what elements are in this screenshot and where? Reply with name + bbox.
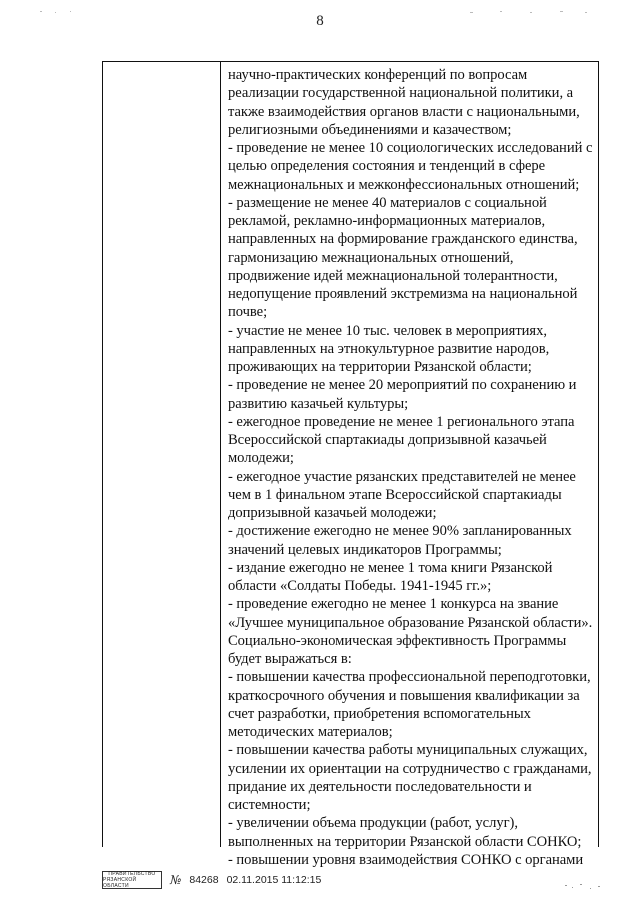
text-line: - повышении уровня взаимодействия СОНКО с органами	[228, 851, 584, 868]
text-line: значений целевых индикаторов Программы;	[228, 541, 502, 558]
table-right-cell-text	[228, 66, 600, 869]
text-line: направленных на этнокультурное развитие народов,	[228, 340, 550, 357]
text-line: продвижение идей межнациональной толерантности,	[228, 267, 558, 284]
text-line: межнациональных и межконфессиональных отношений;	[228, 176, 580, 193]
text-line: краткосрочного обучения и повышения квалификации за	[228, 687, 580, 704]
document-datetime: 02.11.2015 11:12:15	[226, 874, 322, 886]
text-line: выполненных на территории Рязанской области СОНКО;	[228, 833, 582, 850]
text-line: - размещение не менее 40 материалов с социальной	[228, 194, 547, 211]
text-line: реализации государственной национальной политики, а	[228, 85, 574, 102]
text-line: - повышении качества профессиональной переподготовки,	[228, 669, 591, 686]
stamp-line-2: РЯЗАНСКОЙ ОБЛАСТИ	[103, 877, 137, 889]
text-line: научно-практических конференций по вопросам	[228, 67, 528, 83]
text-line: молодежи;	[228, 450, 294, 467]
text-line: - издание ежегодно не менее 1 тома книги Рязанской	[228, 559, 553, 576]
text-line: - ежегодное участие рязанских представителей не менее	[228, 468, 576, 485]
text-line: - увеличении объема продукции (работ, услуг),	[228, 815, 518, 832]
text-line: - проведение ежегодно не менее 1 конкурса на звание	[228, 596, 559, 613]
text-line: Социально-экономическая эффективность Программы	[228, 632, 567, 649]
text-line: - проведение не менее 20 мероприятий по сохранению и	[228, 377, 577, 394]
number-sign: №	[170, 873, 182, 887]
text-line: - проведение не менее 10 социологических исследований с	[228, 140, 593, 156]
text-line: проживающих на территории Рязанской области;	[228, 359, 532, 375]
table-column-divider	[220, 61, 221, 847]
text-line: религиозными объединениями и казачеством;	[228, 121, 512, 138]
text-line: области «Солдаты Победы. 1941-1945 гг.»;	[228, 578, 492, 594]
text-line: гармонизацию межнациональных отношений,	[228, 249, 514, 266]
text-line: - участие не менее 10 тыс. человек в мероприятиях,	[228, 322, 547, 339]
text-line: счет разработки, приобретения вспомогательных	[228, 705, 531, 722]
registry-stamp	[102, 871, 162, 889]
text-line: системности;	[228, 797, 311, 813]
scan-noise-corner	[560, 875, 610, 895]
stamp-line-1: ПРАВИТЕЛЬСТВО	[108, 871, 156, 877]
text-line: развитию казачьей культуры;	[228, 395, 409, 412]
text-line: почве;	[228, 304, 268, 321]
document-number: 84268	[189, 874, 219, 886]
text-line: - достижение ежегодно не менее 90% запланированных	[228, 523, 572, 540]
text-line: также взаимодействия органов власти с национальными,	[228, 103, 580, 120]
text-line: «Лучшее муниципальное образование Рязанской области».	[228, 614, 593, 631]
text-line: недопущение проявлений экстремизма на национальной	[228, 286, 578, 302]
text-line: - ежегодное проведение не менее 1 регионального этапа	[228, 413, 575, 430]
text-line: чем в 1 финальном этапе Всероссийской спартакиады	[228, 486, 562, 503]
text-line: рекламой, рекламно-информационных материалов,	[228, 213, 546, 229]
text-line: усилении их ориентации на сотрудничество с гражданами,	[228, 760, 592, 777]
text-line: будет выражаться в:	[228, 651, 352, 667]
text-line: направленных на формирование гражданского единства,	[228, 231, 578, 248]
text-line: допризывной казачьей молодежи;	[228, 505, 437, 521]
document-footer	[102, 870, 321, 890]
text-line: методических материалов;	[228, 724, 393, 740]
text-line: целью определения состояния и тенденций в сфере	[228, 158, 546, 175]
page-number: 8	[316, 13, 324, 29]
text-line: Всероссийской спартакиады допризывной казачьей	[228, 432, 547, 448]
text-line: - повышении качества работы муниципальных служащих,	[228, 742, 588, 759]
text-line: придание их деятельности последовательности и	[228, 778, 532, 795]
